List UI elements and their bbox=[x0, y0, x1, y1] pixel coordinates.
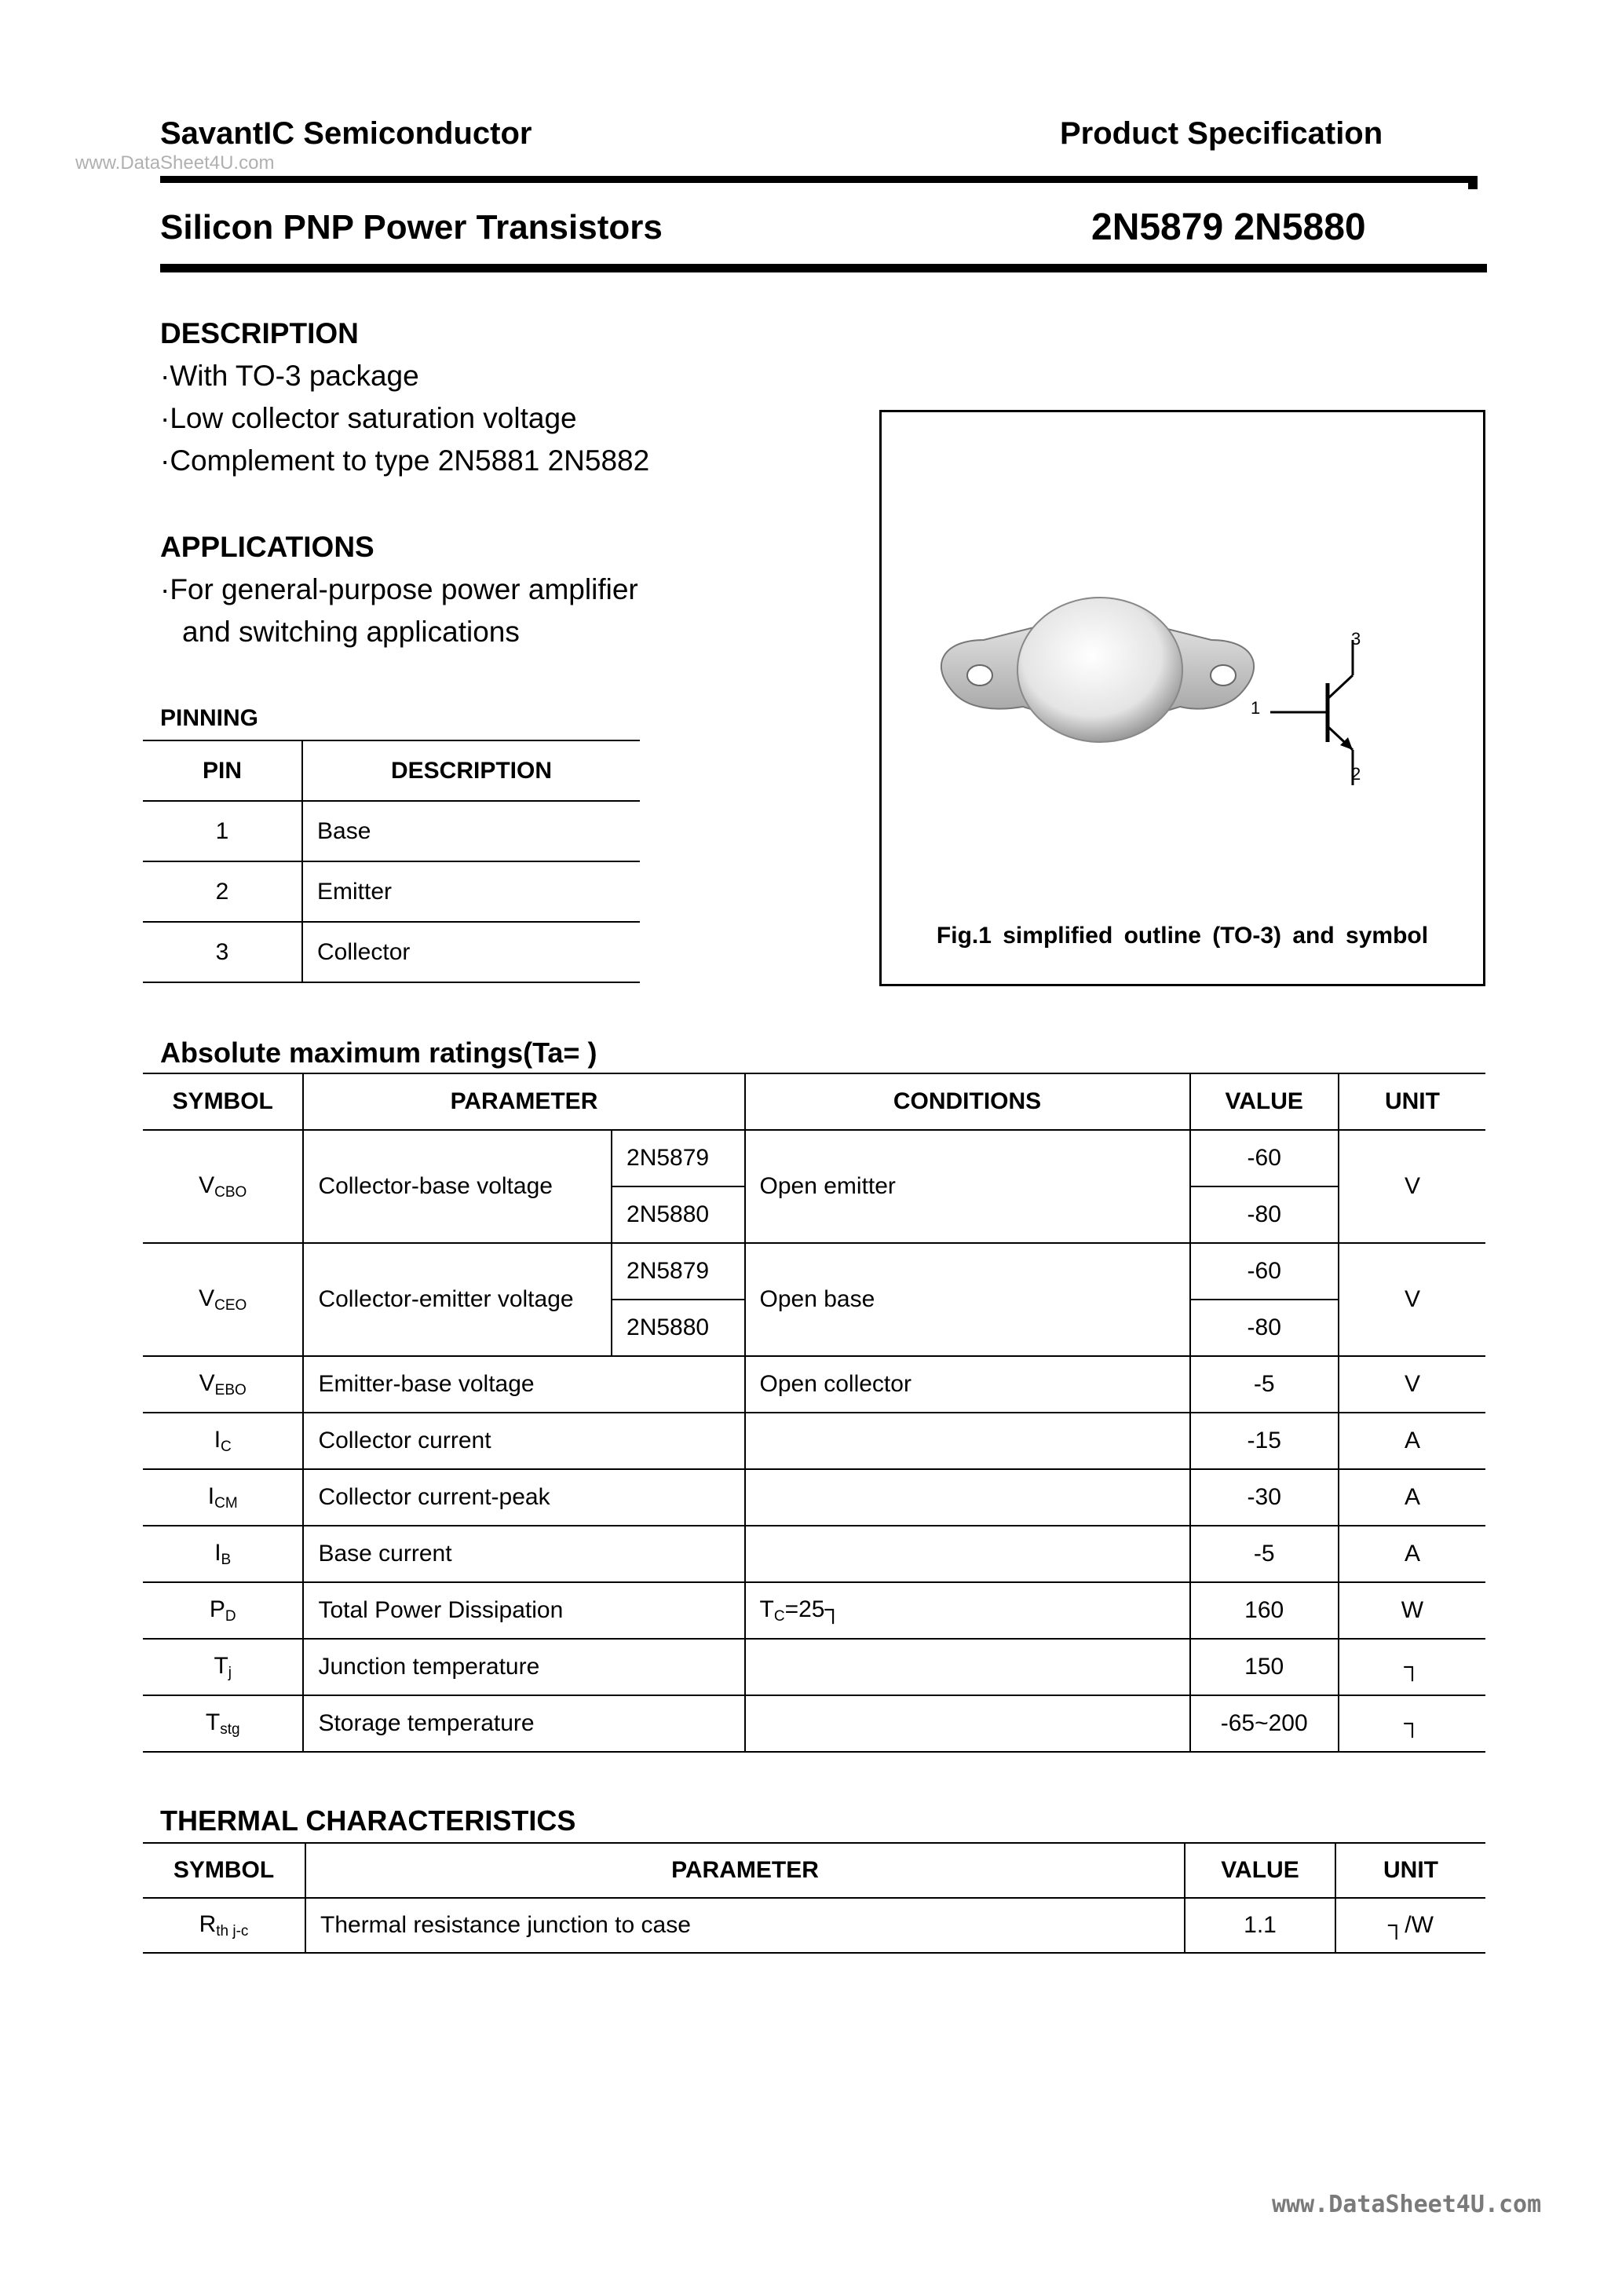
company-name: SavantIC Semiconductor bbox=[160, 116, 532, 151]
value-cell: 150 bbox=[1190, 1639, 1339, 1695]
unit-cell: A bbox=[1339, 1413, 1485, 1469]
part-number-cell: 2N5879 bbox=[612, 1130, 744, 1186]
symbol-cell: $R_{th j-c}$ bbox=[143, 1898, 305, 1953]
conditions-cell: Open collector bbox=[745, 1356, 1190, 1413]
parameter-cell: Thermal resistance junction to case bbox=[305, 1898, 1185, 1953]
value-cell: -60 bbox=[1190, 1130, 1339, 1186]
thermal-header-row bbox=[143, 1843, 1485, 1898]
value-cell: -60 bbox=[1190, 1243, 1339, 1300]
value-column-header: VALUE bbox=[1190, 1073, 1339, 1130]
applications-line: and switching applications bbox=[182, 616, 520, 648]
description-item: ·With TO-3 package bbox=[160, 360, 419, 392]
header-rule-notch bbox=[1468, 176, 1478, 189]
unit-column-header: UNIT bbox=[1339, 1073, 1485, 1130]
table-row bbox=[143, 1582, 1485, 1639]
pin-description: Base bbox=[302, 801, 640, 861]
conditions-cell: $T_C=25┐$ bbox=[745, 1582, 1190, 1639]
parameter-cell: Collector current-peak bbox=[303, 1469, 744, 1526]
symbol-cell: $I_C$ bbox=[143, 1413, 303, 1469]
pin-column-header: PIN bbox=[143, 740, 302, 801]
value-cell: -15 bbox=[1190, 1413, 1339, 1469]
value-cell: -65~200 bbox=[1190, 1695, 1339, 1752]
part-number-cell: 2N5879 bbox=[612, 1243, 744, 1300]
applications-line: ·For general-purpose power amplifier bbox=[160, 573, 638, 605]
doc-type: Product Specification bbox=[1060, 116, 1383, 151]
table-row bbox=[143, 1243, 1485, 1300]
table-row bbox=[143, 1526, 1485, 1582]
conditions-cell: Open base bbox=[745, 1243, 1190, 1356]
header-rule-top bbox=[160, 176, 1476, 183]
parameter-cell: Emitter-base voltage bbox=[303, 1356, 744, 1413]
value-column-header: VALUE bbox=[1185, 1843, 1335, 1898]
pinning-table bbox=[143, 740, 640, 983]
to3-package-image bbox=[941, 598, 1254, 742]
symbol-pin-label: 3 bbox=[1351, 629, 1361, 649]
parameter-cell: Collector-emitter voltage bbox=[303, 1243, 612, 1356]
symbol-cell: $P_D$ bbox=[143, 1582, 303, 1639]
abs-max-header-row bbox=[143, 1073, 1485, 1130]
unit-cell: A bbox=[1339, 1526, 1485, 1582]
symbol-cell: $T_j$ bbox=[143, 1639, 303, 1695]
symbol-pin-label: 1 bbox=[1251, 698, 1261, 718]
conditions-cell bbox=[745, 1526, 1190, 1582]
unit-column-header: UNIT bbox=[1335, 1843, 1485, 1898]
applications-heading: APPLICATIONS bbox=[160, 531, 374, 563]
pin-number: 1 bbox=[143, 801, 302, 861]
symbol-cell: $V_{EBO}$ bbox=[143, 1356, 303, 1413]
symbol-cell: $I_{CM}$ bbox=[143, 1469, 303, 1526]
pin-number: 2 bbox=[143, 861, 302, 922]
conditions-cell bbox=[745, 1695, 1190, 1752]
thermal-heading: THERMAL CHARACTERISTICS bbox=[160, 1804, 576, 1837]
pnp-transistor-symbol bbox=[1270, 640, 1353, 785]
conditions-cell: Open emitter bbox=[745, 1130, 1190, 1243]
unit-cell: ┐/W bbox=[1335, 1898, 1485, 1953]
table-row bbox=[143, 1130, 1485, 1186]
table-row bbox=[143, 1356, 1485, 1413]
conditions-column-header: CONDITIONS bbox=[745, 1073, 1190, 1130]
figure-caption: Fig.1 simplified outline (TO-3) and symbol bbox=[936, 923, 1429, 949]
value-cell: -80 bbox=[1190, 1300, 1339, 1356]
parameter-cell: Total Power Dissipation bbox=[303, 1582, 744, 1639]
figure-drawing bbox=[882, 412, 1483, 899]
table-row bbox=[143, 801, 640, 861]
conditions-cell bbox=[745, 1413, 1190, 1469]
parameter-column-header: PARAMETER bbox=[305, 1843, 1185, 1898]
pinning-header-row bbox=[143, 740, 640, 801]
value-cell: 1.1 bbox=[1185, 1898, 1335, 1953]
unit-cell: A bbox=[1339, 1469, 1485, 1526]
figure-box bbox=[879, 410, 1485, 986]
value-cell: 160 bbox=[1190, 1582, 1339, 1639]
symbol-cell: $I_B$ bbox=[143, 1526, 303, 1582]
abs-max-table bbox=[143, 1073, 1485, 1753]
unit-cell: V bbox=[1339, 1130, 1485, 1243]
part-number-cell: 2N5880 bbox=[612, 1186, 744, 1243]
pinning-heading: PINNING bbox=[160, 705, 259, 731]
parameter-cell: Junction temperature bbox=[303, 1639, 744, 1695]
parameter-cell: Storage temperature bbox=[303, 1695, 744, 1752]
symbol-cell: $T_{stg}$ bbox=[143, 1695, 303, 1752]
parameter-cell: Collector-base voltage bbox=[303, 1130, 612, 1243]
pin-description: Emitter bbox=[302, 861, 640, 922]
symbol-cell: $V_{CBO}$ bbox=[143, 1130, 303, 1243]
unit-cell: ┐ bbox=[1339, 1639, 1485, 1695]
description-heading: DESCRIPTION bbox=[160, 317, 359, 349]
parameter-cell: Base current bbox=[303, 1526, 744, 1582]
table-row bbox=[143, 1695, 1485, 1752]
description-item: ·Complement to type 2N5881 2N5882 bbox=[160, 444, 650, 477]
unit-cell: W bbox=[1339, 1582, 1485, 1639]
symbol-cell: $V_{CEO}$ bbox=[143, 1243, 303, 1356]
symbol-pin-label: 2 bbox=[1351, 764, 1361, 784]
abs-max-heading: Absolute maximum ratings(Ta= ) bbox=[160, 1036, 597, 1069]
product-line: Silicon PNP Power Transistors bbox=[160, 208, 663, 247]
header-rule-bottom bbox=[160, 264, 1487, 272]
footer-watermark: www.DataSheet4U.com bbox=[1272, 2191, 1542, 2218]
value-cell: -5 bbox=[1190, 1356, 1339, 1413]
description-item: ·Low collector saturation voltage bbox=[160, 402, 577, 434]
value-cell: -80 bbox=[1190, 1186, 1339, 1243]
parameter-column-header: PARAMETER bbox=[303, 1073, 744, 1130]
parameter-cell: Collector current bbox=[303, 1413, 744, 1469]
part-numbers: 2N5879 2N5880 bbox=[1091, 207, 1366, 248]
value-cell: -5 bbox=[1190, 1526, 1339, 1582]
pin-description: Collector bbox=[302, 922, 640, 982]
unit-cell: V bbox=[1339, 1356, 1485, 1413]
unit-cell: ┐ bbox=[1339, 1695, 1485, 1752]
conditions-cell bbox=[745, 1469, 1190, 1526]
symbol-column-header: SYMBOL bbox=[143, 1073, 303, 1130]
table-row bbox=[143, 1413, 1485, 1469]
table-row bbox=[143, 922, 640, 982]
table-row bbox=[143, 1898, 1485, 1953]
top-watermark: www.DataSheet4U.com bbox=[75, 152, 275, 174]
table-row bbox=[143, 861, 640, 922]
table-row bbox=[143, 1469, 1485, 1526]
table-row bbox=[143, 1639, 1485, 1695]
value-cell: -30 bbox=[1190, 1469, 1339, 1526]
symbol-column-header: SYMBOL bbox=[143, 1843, 305, 1898]
conditions-cell bbox=[745, 1639, 1190, 1695]
part-number-cell: 2N5880 bbox=[612, 1300, 744, 1356]
unit-cell: V bbox=[1339, 1243, 1485, 1356]
description-column-header: DESCRIPTION bbox=[302, 740, 640, 801]
pin-number: 3 bbox=[143, 922, 302, 982]
thermal-table bbox=[143, 1842, 1485, 1954]
